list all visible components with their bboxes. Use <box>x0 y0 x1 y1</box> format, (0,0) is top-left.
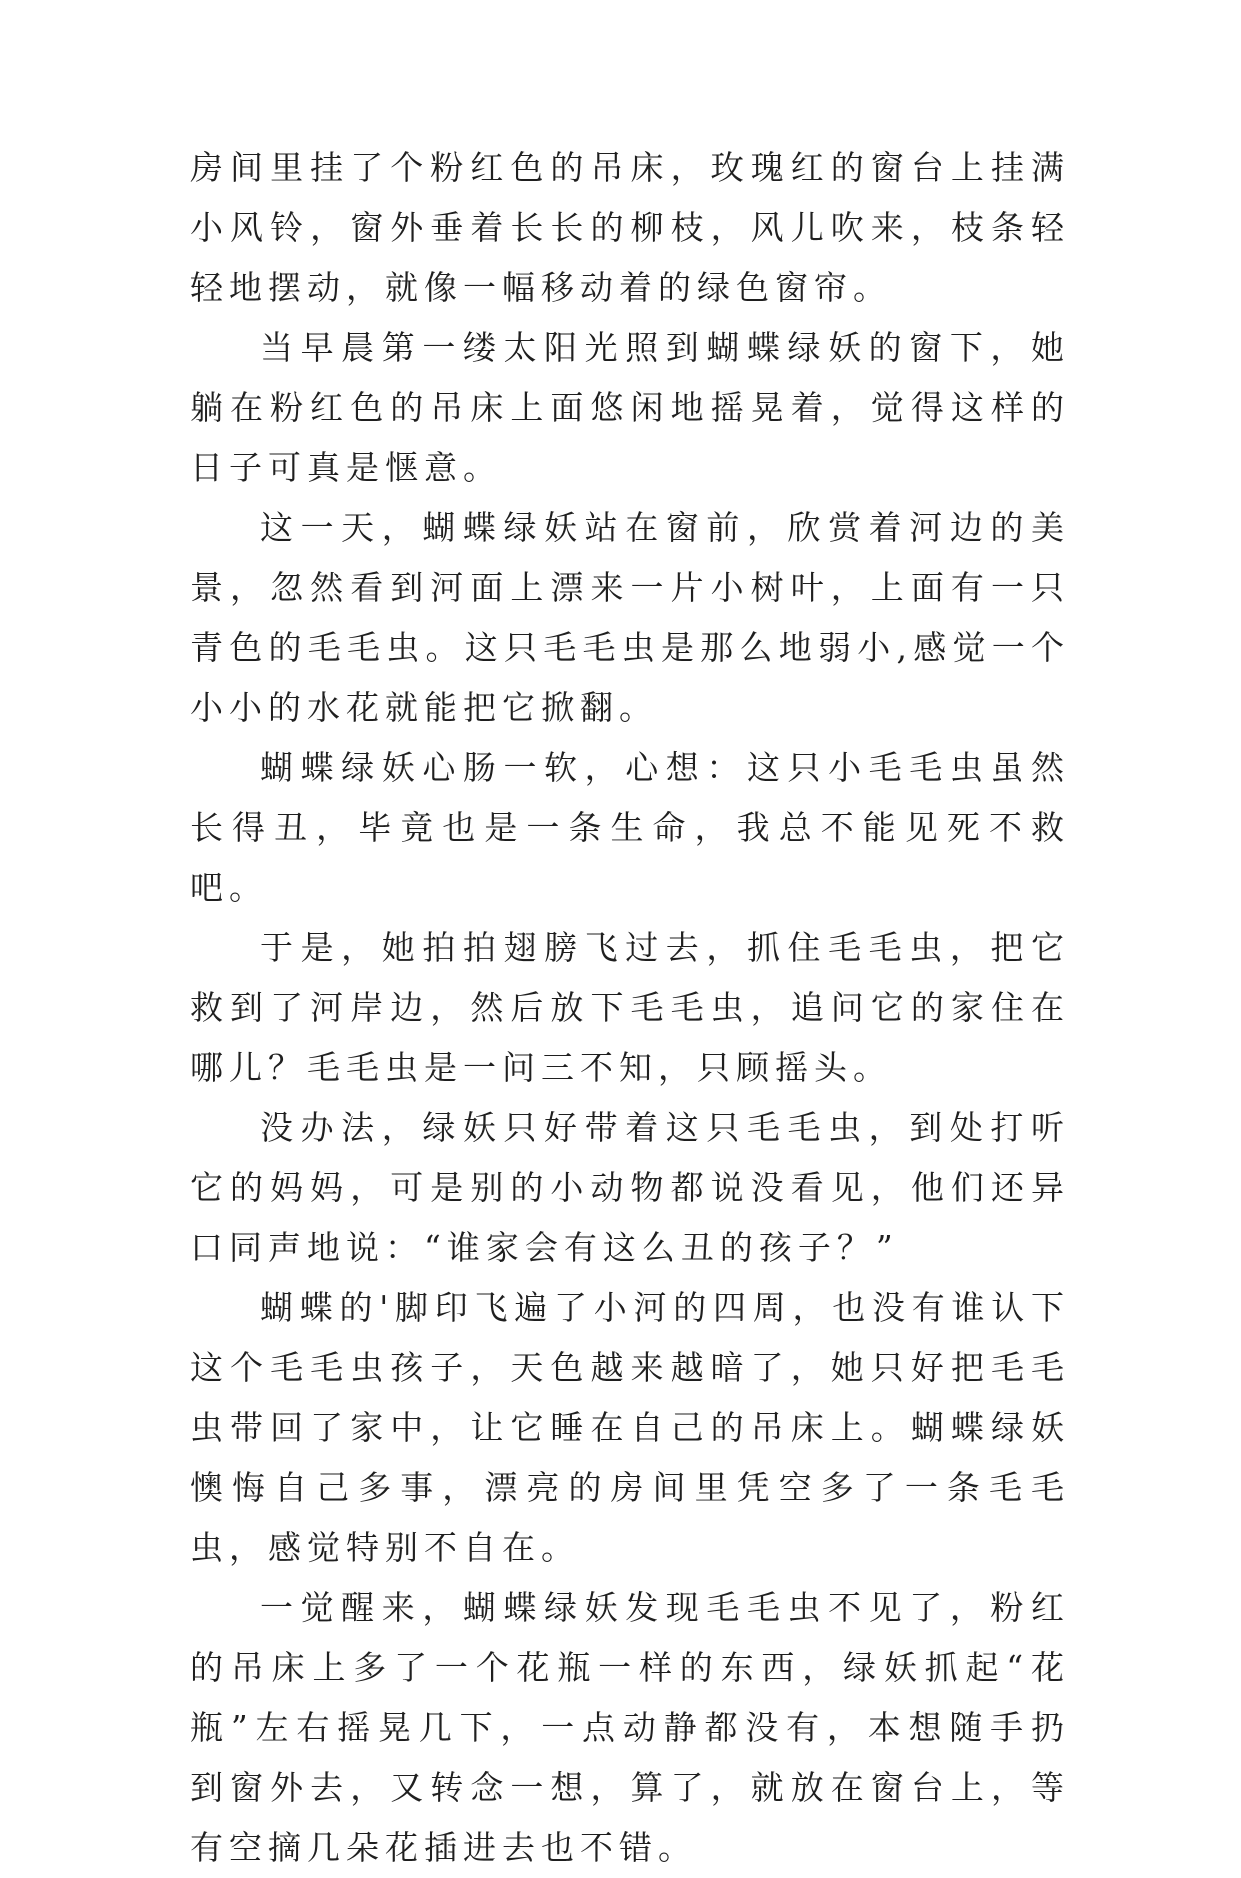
paragraph-5: 于是，她拍拍翅膀飞过去，抓住毛毛虫，把它救到了河岸边，然后放下毛毛虫，追问它的家住在哪儿？毛毛虫是一问三不知，只顾摇头。 <box>190 928 1070 1087</box>
paragraph-7: 蝴蝶的'脚印飞遍了小河的四周，也没有谁认下这个毛毛虫孩子，天色越来越暗了，她只好把毛毛虫带回了家中，让它睡在自己的吊床上。蝴蝶绿妖懊悔自己多事，漂亮的房间里凭空多了一条毛毛虫，感觉特别不自在。 <box>190 1288 1070 1567</box>
paragraph-4: 蝴蝶绿妖心肠一软，心想：这只小毛毛虫虽然长得丑，毕竟也是一条生命，我总不能见死不救吧。 <box>190 748 1070 907</box>
paragraph-6: 没办法，绿妖只好带着这只毛毛虫，到处打听它的妈妈，可是别的小动物都说没看见，他们还异口同声地说：“谁家会有这么丑的孩子？” <box>190 1108 1070 1267</box>
paragraph-1: 房间里挂了个粉红色的吊床，玫瑰红的窗台上挂满小风铃，窗外垂着长长的柳枝，风儿吹来，枝条轻轻地摆动，就像一幅移动着的绿色窗帘。 <box>190 148 1070 307</box>
document-body <box>190 138 1070 1878</box>
paragraph-3: 这一天，蝴蝶绿妖站在窗前，欣赏着河边的美景，忽然看到河面上漂来一片小树叶，上面有一只青色的毛毛虫。这只毛毛虫是那么地弱小,感觉一个小小的水花就能把它掀翻。 <box>190 508 1070 727</box>
paragraph-2: 当早晨第一缕太阳光照到蝴蝶绿妖的窗下，她躺在粉红色的吊床上面悠闲地摇晃着，觉得这样的日子可真是惬意。 <box>190 328 1070 487</box>
paragraph-8: 一觉醒来，蝴蝶绿妖发现毛毛虫不见了，粉红的吊床上多了一个花瓶一样的东西，绿妖抓起“花瓶”左右摇晃几下，一点动静都没有，本想随手扔到窗外去，又转念一想，算了，就放在窗台上，等有空摘几朵花插进去也不错。 <box>190 1588 1070 1867</box>
